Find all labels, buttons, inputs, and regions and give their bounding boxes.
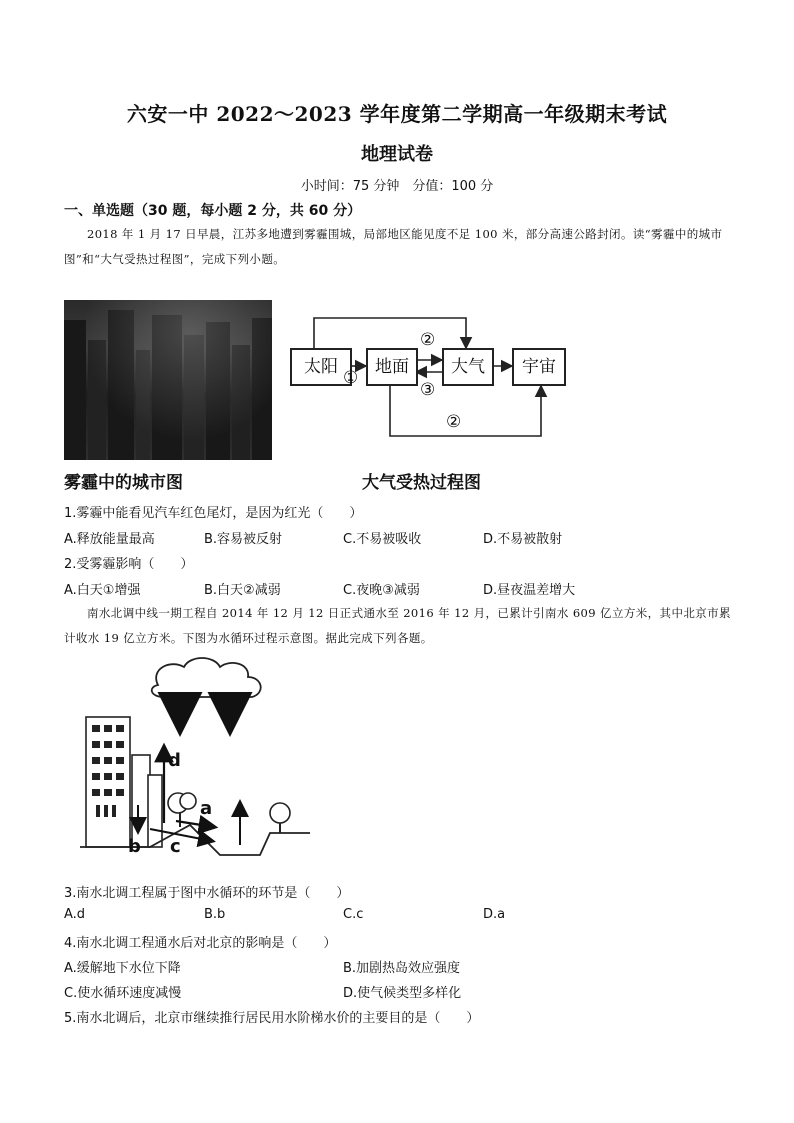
q2-option-d: D.昼夜温差增大 [483,583,576,598]
fog-city-photo [64,300,272,460]
q1-option-d: D.不易被散射 [483,532,563,547]
label-d: d [168,750,181,771]
q1-option-c: C.不易被吸收 [343,532,422,547]
q3-option-d: D.a [483,907,506,922]
q4-option-c: C.使水循环速度减慢 [64,986,182,1001]
q4-option-d: D.使气候类型多样化 [343,986,462,1001]
mark-3: ③ [420,380,436,400]
mark-2-bottom: ② [446,412,462,432]
label-b: b [128,836,141,857]
tree-icon [270,803,290,833]
cloud-icon [152,658,261,697]
box-ground: 地面 [366,348,418,386]
q1-option-b: B.容易被反射 [204,532,283,547]
exam-title: 六安一中 2022～2023 学年度第二学期高一年级期末考试 [126,102,668,126]
building-icon [86,717,162,847]
question-4-stem: 4.南水北调工程通水后对北京的影响是（ ） [64,936,337,951]
arrow-ground-to-universe [390,384,541,436]
q2-option-a: A.白天①增强 [64,583,141,598]
subject-title: 地理试卷 [361,144,433,165]
passage-2: 南水北调中线一期工程自 2014 年 12 月 12 日正式通水至 2016 年 12 月，已累计引南水 609 亿立方米，其中北京市累计收水 19 亿立方米。下图为水循环过程示意图。据此完成下列各题。 [64,606,731,645]
q3-option-c: C.c [343,907,364,922]
water-cycle-diagram [80,655,310,860]
mark-2-top: ② [420,330,436,350]
box-atmosphere: 大气 [442,348,494,386]
question-2-stem: 2.受雾霾影响（ ） [64,557,194,572]
arrow-sun-to-atmosphere [314,318,466,348]
photo-caption: 雾霾中的城市图 [64,473,183,493]
q2-option-c: C.夜晚③减弱 [343,583,420,598]
q4-option-b: B.加剧热岛效应强度 [343,961,461,976]
box-sun: 太阳 [290,348,352,386]
question-1-stem: 1.雾霾中能看见汽车红色尾灯，是因为红光（ ） [64,506,363,521]
question-3-stem: 3.南水北调工程属于图中水循环的环节是（ ） [64,886,350,901]
box-universe: 宇宙 [512,348,566,386]
passage-1: 2018 年 1 月 17 日早晨，江苏多地遭到雾霾围城，局部地区能见度不足 100 米，部分高速公路封闭。读“雾霾中的城市图”和“大气受热过程图”，完成下列小题。 [64,227,723,266]
question-5-stem: 5.南水北调后，北京市继续推行居民用水阶梯水价的主要目的是（ ） [64,1011,480,1026]
q3-option-a: A.d [64,907,86,922]
mark-1: ① [343,368,359,388]
q4-option-a: A.缓解地下水位下降 [64,961,181,976]
q2-option-b: B.白天②减弱 [204,583,281,598]
label-c-rain: c [220,688,231,709]
label-c: c [170,836,181,857]
diagram-caption: 大气受热过程图 [362,473,481,493]
q3-option-b: B.b [204,907,226,922]
exam-info: 小时间：75 分钟 分值：100 分 [300,179,494,194]
section-heading: 一、单选题（30 题，每小题 2 分，共 60 分） [64,203,362,219]
q1-option-a: A.释放能量最高 [64,532,155,547]
label-a: a [200,798,213,819]
